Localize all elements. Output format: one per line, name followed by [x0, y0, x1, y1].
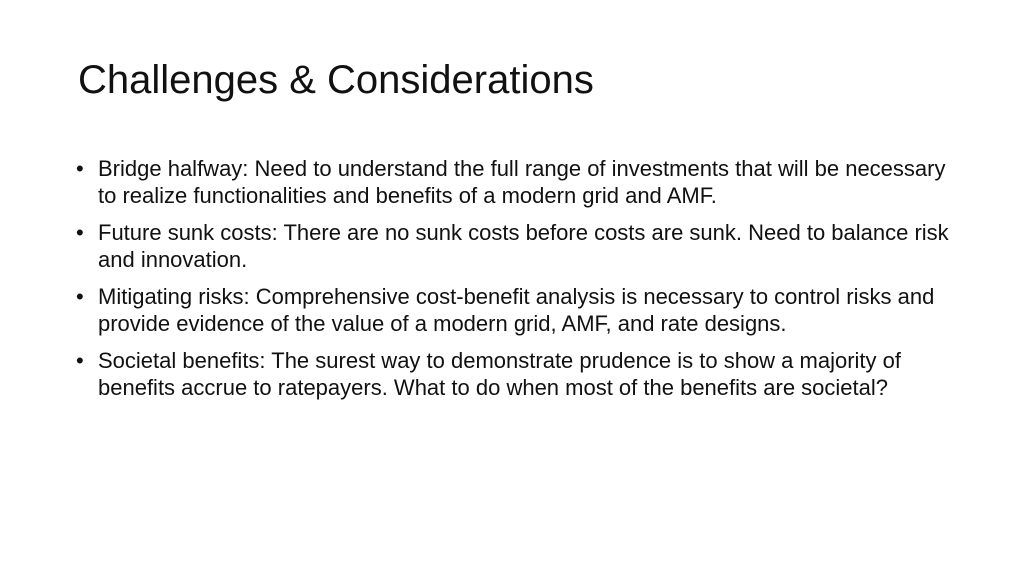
- bullet-list: [76, 155, 956, 411]
- bullet-text: Mitigating risks: Comprehensive cost-benefit analysis is necessary to control risks and provide evidence of the value of a modern grid, AMF, and rate designs.: [98, 284, 935, 336]
- bullet-item-mitigating-risks: [76, 283, 956, 337]
- bullet-item-societal-benefits: [76, 347, 956, 401]
- bullet-item-bridge-halfway: [76, 155, 956, 209]
- bullet-icon: •: [76, 284, 84, 309]
- bullet-text: Bridge halfway: Need to understand the full range of investments that will be necessary to realize functionalities and benefits of a modern grid and AMF.: [98, 156, 946, 208]
- slide-title: Challenges & Considerations: [78, 58, 594, 102]
- bullet-text: Future sunk costs: There are no sunk costs before costs are sunk. Need to balance risk and innovation.: [98, 220, 949, 272]
- bullet-icon: •: [76, 156, 84, 181]
- bullet-text: Societal benefits: The surest way to demonstrate prudence is to show a majority of benefits accrue to ratepayers. What to do when most of the benefits are societal?: [98, 348, 901, 400]
- bullet-icon: •: [76, 220, 84, 245]
- bullet-item-future-sunk-costs: [76, 219, 956, 273]
- bullet-icon: •: [76, 348, 84, 373]
